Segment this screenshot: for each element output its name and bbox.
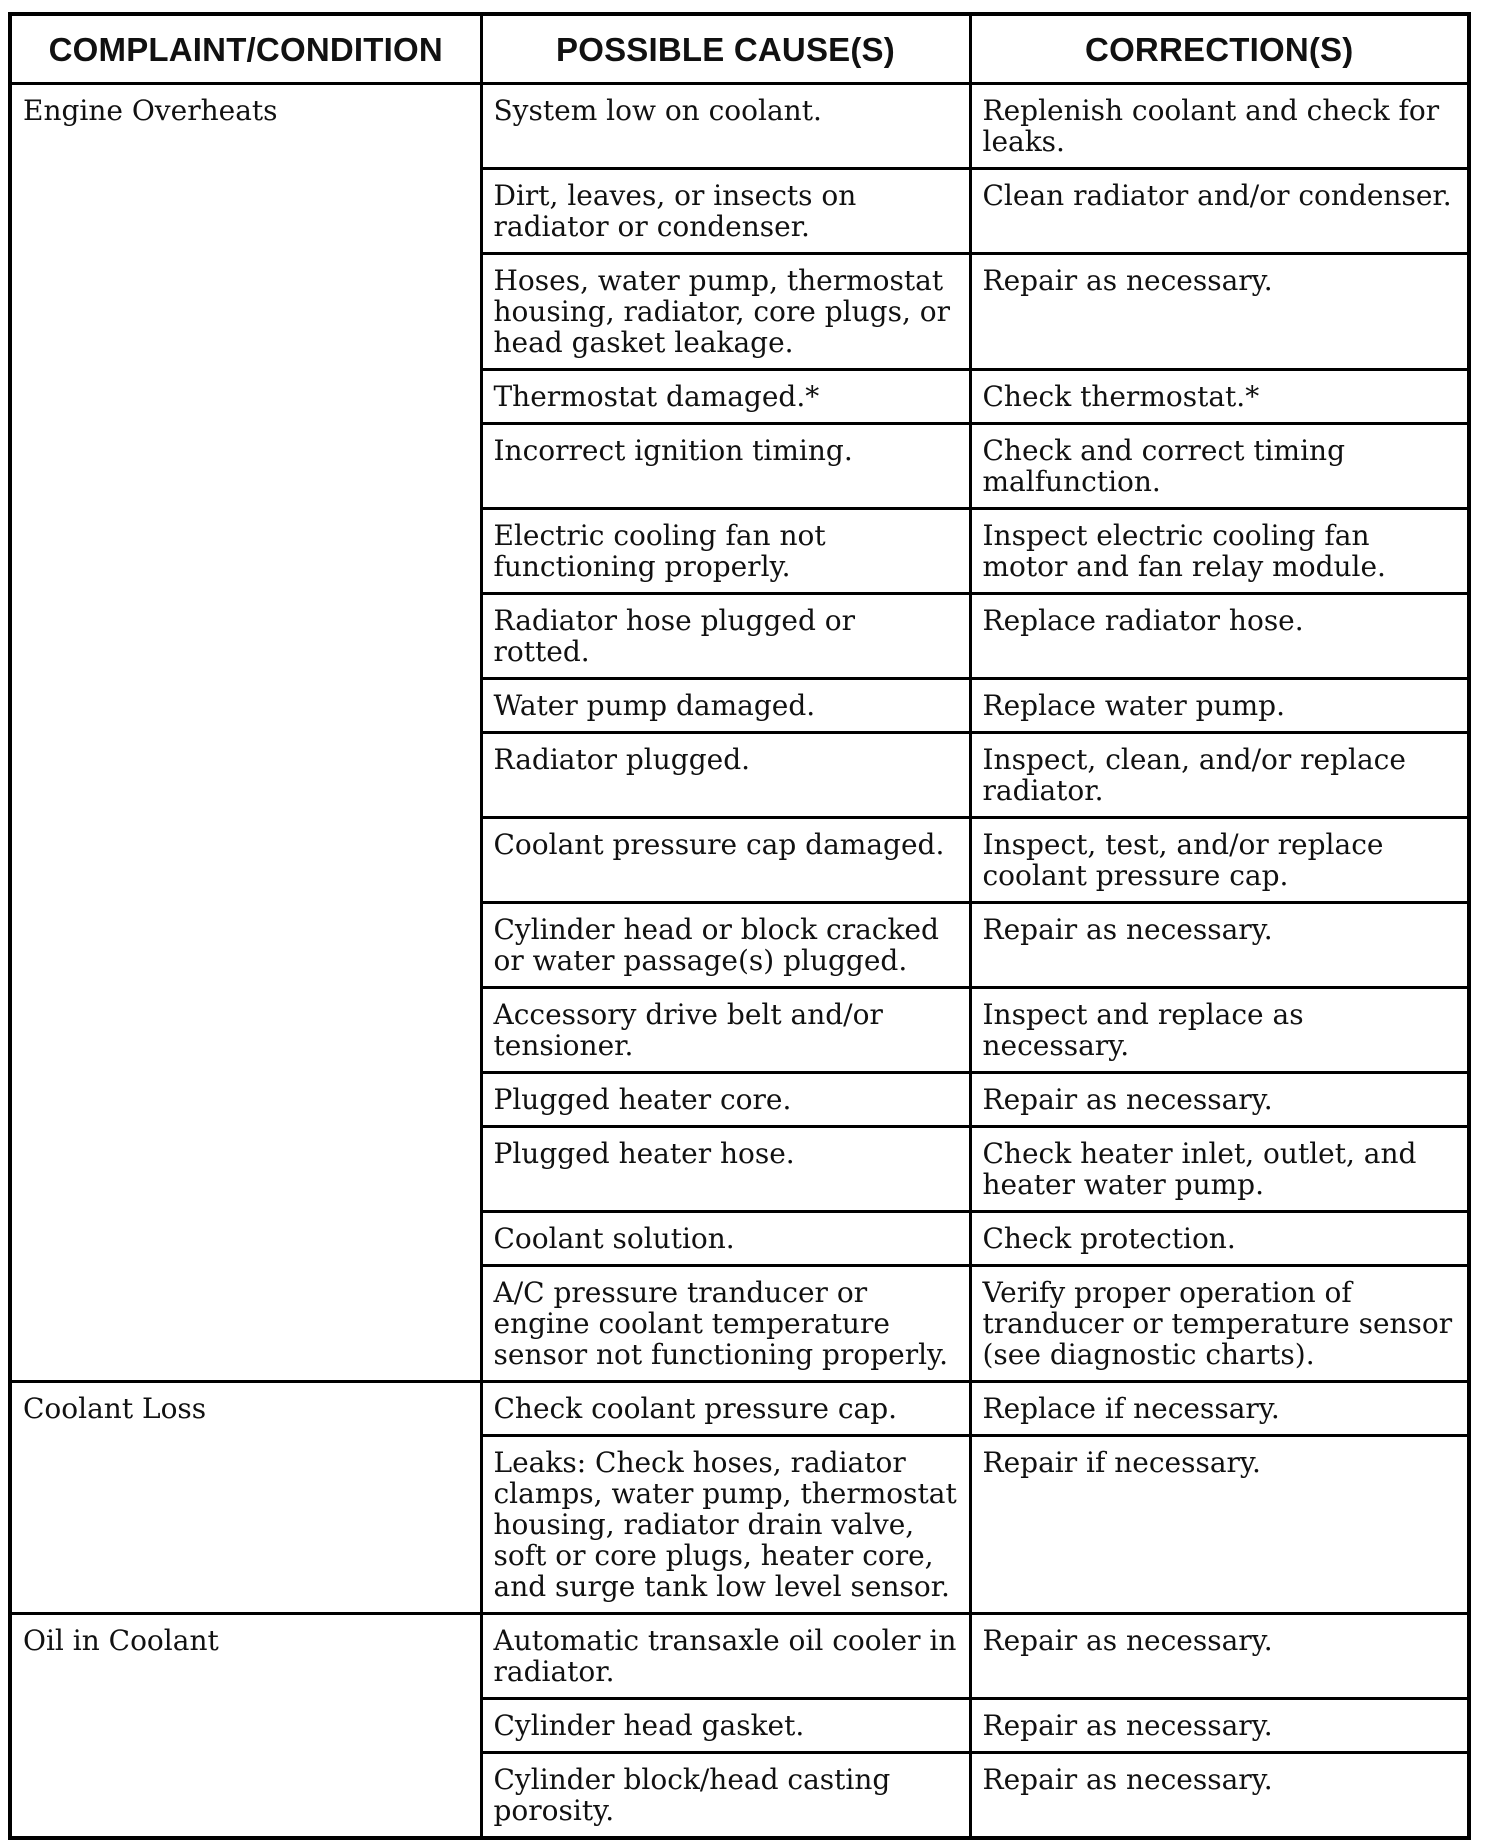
header-complaint: COMPLAINT/CONDITION xyxy=(10,14,481,84)
cause-cell: Cylinder head or block cracked or water passage(s) plugged. xyxy=(481,903,970,988)
correction-cell: Inspect, test, and/or replace coolant pressure cap. xyxy=(970,818,1469,903)
correction-cell: Replace water pump. xyxy=(970,679,1469,733)
correction-cell: Repair as necessary. xyxy=(970,1073,1469,1127)
correction-cell: Repair as necessary. xyxy=(970,254,1469,370)
condition-coolant-loss: Coolant Loss xyxy=(10,1382,481,1614)
correction-cell: Clean radiator and/or condenser. xyxy=(970,169,1469,254)
cause-cell: Plugged heater core. xyxy=(481,1073,970,1127)
cause-cell: Check coolant pressure cap. xyxy=(481,1382,970,1436)
cause-cell: Cylinder block/head casting porosity. xyxy=(481,1753,970,1839)
cause-cell: Cylinder head gasket. xyxy=(481,1699,970,1753)
correction-cell: Repair if necessary. xyxy=(970,1436,1469,1614)
cause-cell: Hoses, water pump, thermostat housing, radiator, core plugs, or head gasket leakage. xyxy=(481,254,970,370)
table-row xyxy=(10,1382,1469,1436)
correction-cell: Replace radiator hose. xyxy=(970,594,1469,679)
header-cause: POSSIBLE CAUSE(S) xyxy=(481,14,970,84)
correction-cell: Repair as necessary. xyxy=(970,903,1469,988)
correction-cell: Inspect and replace as necessary. xyxy=(970,988,1469,1073)
cause-cell: Thermostat damaged.* xyxy=(481,370,970,424)
correction-cell: Inspect, clean, and/or replace radiator. xyxy=(970,733,1469,818)
cause-cell: Coolant pressure cap damaged. xyxy=(481,818,970,903)
condition-oil-in-coolant: Oil in Coolant xyxy=(10,1614,481,1839)
cause-cell: Radiator hose plugged or rotted. xyxy=(481,594,970,679)
table-row xyxy=(10,1614,1469,1699)
correction-cell: Repair as necessary. xyxy=(970,1699,1469,1753)
correction-cell: Check and correct timing malfunction. xyxy=(970,424,1469,509)
correction-cell: Check heater inlet, outlet, and heater water pump. xyxy=(970,1127,1469,1212)
condition-engine-overheats: Engine Overheats xyxy=(10,84,481,1382)
cause-cell: Plugged heater hose. xyxy=(481,1127,970,1212)
cause-cell: Dirt, leaves, or insects on radiator or condenser. xyxy=(481,169,970,254)
cause-cell: Accessory drive belt and/or tensioner. xyxy=(481,988,970,1073)
correction-cell: Repair as necessary. xyxy=(970,1753,1469,1839)
correction-cell: Repair as necessary. xyxy=(970,1614,1469,1699)
correction-cell: Replace if necessary. xyxy=(970,1382,1469,1436)
cause-cell: Leaks: Check hoses, radiator clamps, water pump, thermostat housing, radiator drain valve, soft or core plugs, heater core, and surge tank low level sensor. xyxy=(481,1436,970,1614)
cause-cell: Automatic transaxle oil cooler in radiator. xyxy=(481,1614,970,1699)
correction-cell: Verify proper operation of tranducer or temperature sensor (see diagnostic charts). xyxy=(970,1266,1469,1382)
diagnosis-table xyxy=(8,12,1471,1840)
cause-cell: Coolant solution. xyxy=(481,1212,970,1266)
cause-cell: Electric cooling fan not functioning properly. xyxy=(481,509,970,594)
correction-cell: Check thermostat.* xyxy=(970,370,1469,424)
cause-cell: Incorrect ignition timing. xyxy=(481,424,970,509)
correction-cell: Inspect electric cooling fan motor and fan relay module. xyxy=(970,509,1469,594)
correction-cell: Replenish coolant and check for leaks. xyxy=(970,84,1469,169)
cause-cell: Radiator plugged. xyxy=(481,733,970,818)
table-row xyxy=(10,84,1469,169)
header-correction: CORRECTION(S) xyxy=(970,14,1469,84)
cause-cell: System low on coolant. xyxy=(481,84,970,169)
cause-cell: A/C pressure tranducer or engine coolant temperature sensor not functioning properly. xyxy=(481,1266,970,1382)
correction-cell: Check protection. xyxy=(970,1212,1469,1266)
header-row xyxy=(10,14,1469,84)
cause-cell: Water pump damaged. xyxy=(481,679,970,733)
